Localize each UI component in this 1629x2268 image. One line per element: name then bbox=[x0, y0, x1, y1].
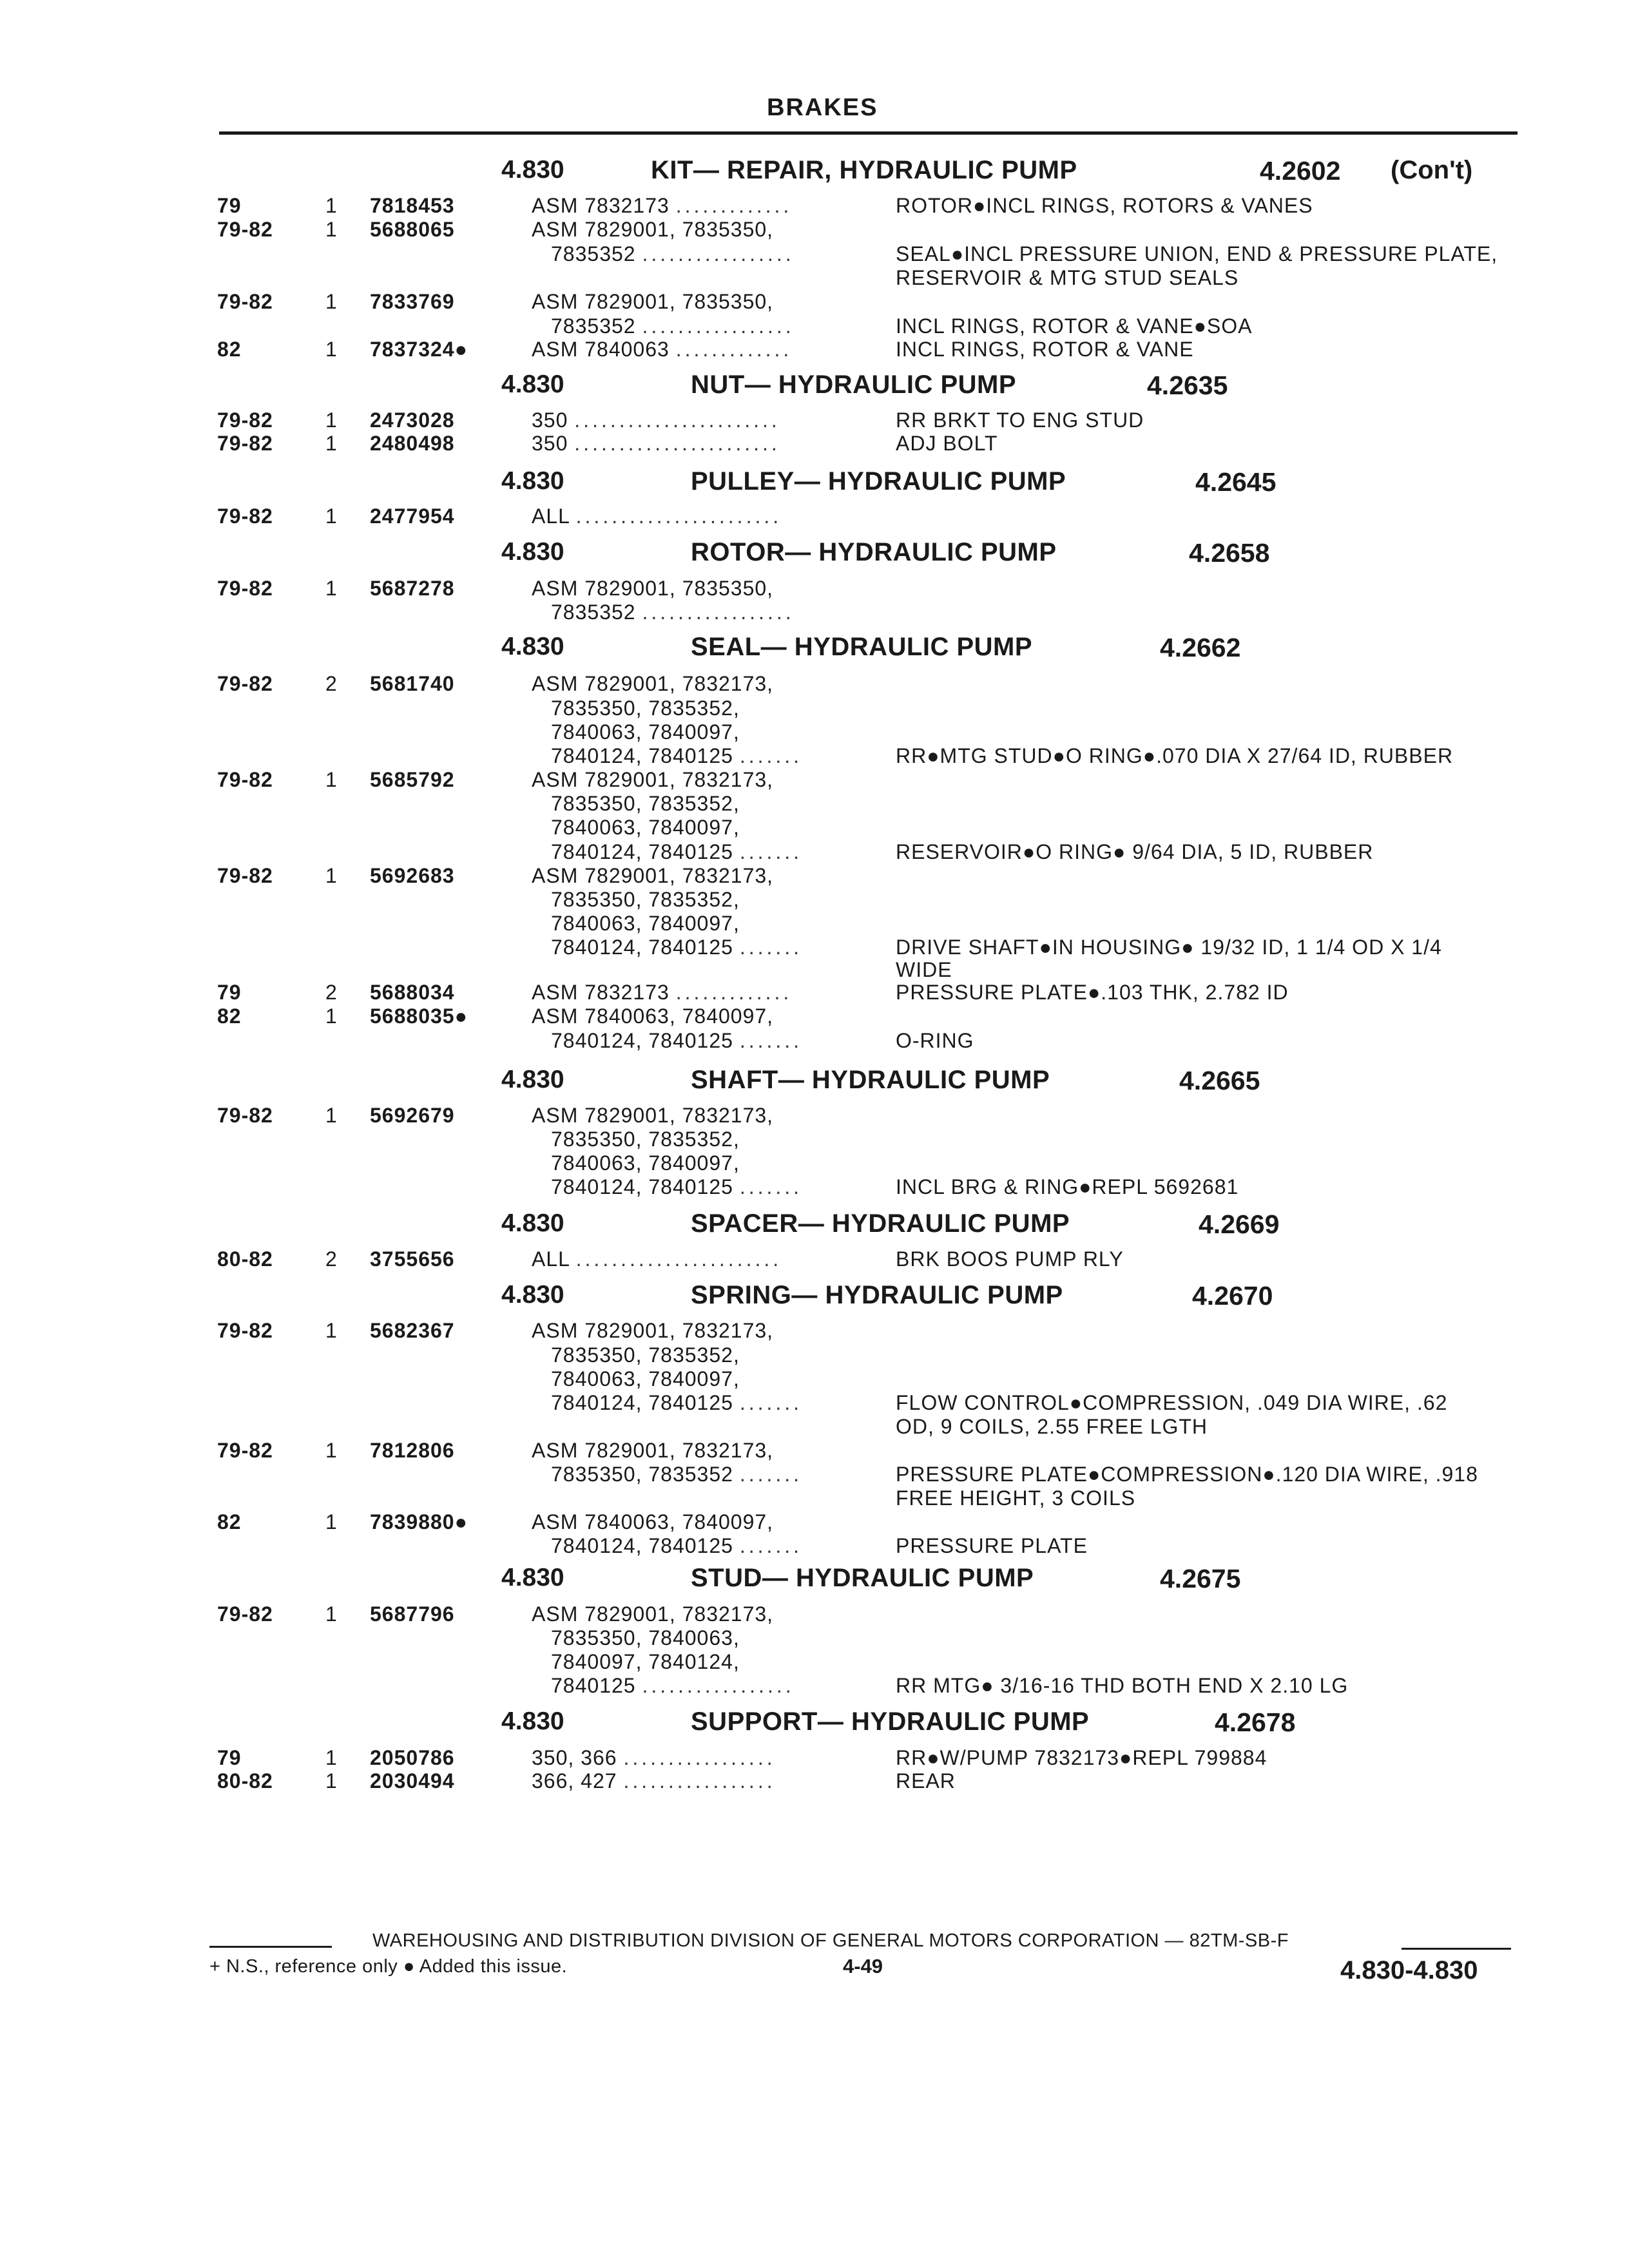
table-row bbox=[0, 1343, 1629, 1367]
table-row bbox=[0, 912, 1629, 935]
section-code: 4.830 bbox=[501, 370, 564, 398]
section-header bbox=[0, 1564, 1629, 1602]
section-ref: 4.2678 bbox=[1215, 1707, 1296, 1737]
table-row bbox=[0, 840, 1629, 863]
quantity: 1 bbox=[325, 768, 338, 791]
usage: ALL ....................... bbox=[532, 1247, 782, 1271]
part-number: 5685792 bbox=[370, 768, 455, 791]
quantity: 1 bbox=[325, 408, 338, 432]
table-row bbox=[0, 1247, 1629, 1271]
usage: 7840124, 7840125 ....... bbox=[551, 1029, 803, 1052]
section-code: 4.830 bbox=[501, 1564, 564, 1591]
quantity: 1 bbox=[325, 1104, 338, 1127]
quantity: 1 bbox=[325, 290, 338, 313]
usage: 7840124, 7840125 ....... bbox=[551, 1175, 803, 1198]
section-header bbox=[0, 1281, 1629, 1320]
table-row bbox=[0, 242, 1629, 265]
table-row bbox=[0, 1128, 1629, 1151]
table-row bbox=[0, 1674, 1629, 1697]
description: PRESSURE PLATE bbox=[896, 1534, 1088, 1557]
section-ref: 4.2635 bbox=[1147, 370, 1228, 400]
usage: ALL ....................... bbox=[532, 505, 782, 528]
usage: 7840097, 7840124, bbox=[551, 1650, 740, 1673]
table-row bbox=[0, 720, 1629, 744]
table-row bbox=[0, 505, 1629, 528]
description: ROTOR●INCL RINGS, ROTORS & VANES bbox=[896, 194, 1313, 217]
table-row bbox=[0, 1650, 1629, 1673]
usage: ASM 7829001, 7832173, bbox=[532, 1104, 774, 1127]
table-row bbox=[0, 981, 1629, 1004]
model-years: 79-82 bbox=[217, 577, 273, 600]
usage: ASM 7829001, 7832173, bbox=[532, 1439, 774, 1462]
quantity: 1 bbox=[325, 1319, 338, 1342]
usage: 7840124, 7840125 ....... bbox=[551, 744, 803, 767]
quantity: 1 bbox=[325, 577, 338, 600]
part-number: 3755656 bbox=[370, 1247, 455, 1271]
section-title: ROTOR— HYDRAULIC PUMP bbox=[691, 538, 1057, 566]
table-row bbox=[0, 1367, 1629, 1390]
table-row bbox=[0, 290, 1629, 313]
description: WIDE bbox=[896, 958, 952, 981]
table-row bbox=[0, 1319, 1629, 1342]
quantity: 1 bbox=[325, 218, 338, 241]
table-row bbox=[0, 338, 1629, 361]
usage: 7835352 ................. bbox=[551, 601, 795, 624]
description: PRESSURE PLATE●.103 THK, 2.782 ID bbox=[896, 981, 1289, 1004]
table-row bbox=[0, 1486, 1629, 1510]
section-header bbox=[0, 1209, 1629, 1248]
description: RESERVOIR●O RING● 9/64 DIA, 5 ID, RUBBER bbox=[896, 840, 1374, 863]
model-years: 79-82 bbox=[217, 218, 273, 241]
usage: 7835350, 7840063, bbox=[551, 1626, 740, 1649]
table-row bbox=[0, 408, 1629, 432]
part-number: 2050786 bbox=[370, 1746, 455, 1769]
table-row bbox=[0, 194, 1629, 217]
footer-rule-left bbox=[209, 1946, 332, 1948]
description: OD, 9 COILS, 2.55 FREE LGTH bbox=[896, 1415, 1208, 1438]
model-years: 79-82 bbox=[217, 672, 273, 695]
part-number: 5688035● bbox=[370, 1004, 468, 1028]
usage: ASM 7832173 ............. bbox=[532, 194, 793, 217]
section-header bbox=[0, 467, 1629, 506]
section-header bbox=[0, 1066, 1629, 1104]
description: REAR bbox=[896, 1769, 956, 1792]
table-row bbox=[0, 1175, 1629, 1198]
table-row bbox=[0, 888, 1629, 911]
table-row bbox=[0, 744, 1629, 767]
description: RR●MTG STUD●O RING●.070 DIA X 27/64 ID, RUBBER bbox=[896, 744, 1454, 767]
part-number: 7818453 bbox=[370, 194, 455, 217]
section-title: STUD— HYDRAULIC PUMP bbox=[691, 1564, 1034, 1592]
model-years: 79-82 bbox=[217, 1439, 273, 1462]
table-row bbox=[0, 1746, 1629, 1769]
model-years: 79-82 bbox=[217, 408, 273, 432]
usage: 7840124, 7840125 ....... bbox=[551, 936, 803, 959]
quantity: 1 bbox=[325, 1746, 338, 1769]
section-code: 4.830 bbox=[501, 1281, 564, 1309]
section-title: SEAL— HYDRAULIC PUMP bbox=[691, 633, 1033, 661]
quantity: 1 bbox=[325, 194, 338, 217]
section-ref: 4.2662 bbox=[1160, 633, 1241, 662]
table-row bbox=[0, 792, 1629, 815]
section-header bbox=[0, 1707, 1629, 1746]
footer-legend: + N.S., reference only ● Added this issue. bbox=[209, 1956, 568, 1977]
usage: 7835352 ................. bbox=[551, 314, 795, 338]
usage: ASM 7840063, 7840097, bbox=[532, 1004, 774, 1028]
description: O-RING bbox=[896, 1029, 974, 1052]
table-row bbox=[0, 577, 1629, 600]
part-number: 5688065 bbox=[370, 218, 455, 241]
section-title: SPRING— HYDRAULIC PUMP bbox=[691, 1281, 1063, 1309]
description: RR●W/PUMP 7832173●REPL 799884 bbox=[896, 1746, 1268, 1769]
table-row bbox=[0, 1415, 1629, 1438]
page-number: 4-49 bbox=[843, 1955, 883, 1977]
usage: 7835352 ................. bbox=[551, 242, 795, 265]
usage: 7835350, 7835352 ....... bbox=[551, 1463, 803, 1486]
section-code: 4.830 bbox=[501, 467, 564, 495]
usage: ASM 7829001, 7832173, bbox=[532, 672, 774, 695]
description: RR BRKT TO ENG STUD bbox=[896, 408, 1144, 432]
usage: ASM 7840063 ............. bbox=[532, 338, 793, 361]
table-row bbox=[0, 1391, 1629, 1414]
section-ref: 4.2665 bbox=[1179, 1066, 1260, 1095]
usage: ASM 7829001, 7835350, bbox=[532, 577, 774, 600]
part-number: 7812806 bbox=[370, 1439, 455, 1462]
section-ref: 4.2670 bbox=[1192, 1281, 1273, 1311]
model-years: 79 bbox=[217, 194, 242, 217]
quantity: 1 bbox=[325, 338, 338, 361]
section-header bbox=[0, 370, 1629, 409]
quantity: 1 bbox=[325, 1004, 338, 1028]
quantity: 1 bbox=[325, 1602, 338, 1626]
model-years: 79-82 bbox=[217, 768, 273, 791]
header-rule bbox=[219, 131, 1518, 135]
model-years: 79-82 bbox=[217, 1319, 273, 1342]
usage: 7840063, 7840097, bbox=[551, 1151, 740, 1175]
section-ref: 4.2675 bbox=[1160, 1564, 1241, 1593]
quantity: 1 bbox=[325, 1439, 338, 1462]
quantity: 1 bbox=[325, 1769, 338, 1792]
table-row bbox=[0, 1104, 1629, 1127]
section-continued: (Con't) bbox=[1391, 156, 1473, 184]
section-title: PULLEY— HYDRAULIC PUMP bbox=[691, 467, 1066, 495]
part-number: 5687278 bbox=[370, 577, 455, 600]
table-row bbox=[0, 1151, 1629, 1175]
part-number: 5681740 bbox=[370, 672, 455, 695]
section-code: 4.830 bbox=[501, 1707, 564, 1735]
table-row bbox=[0, 1029, 1629, 1052]
part-number: 7839880● bbox=[370, 1510, 468, 1533]
usage: 366, 427 ................. bbox=[532, 1769, 776, 1792]
model-years: 79-82 bbox=[217, 864, 273, 887]
usage: 350 ....................... bbox=[532, 408, 780, 432]
usage: ASM 7829001, 7832173, bbox=[532, 864, 774, 887]
section-title: SHAFT— HYDRAULIC PUMP bbox=[691, 1066, 1050, 1094]
model-years: 79-82 bbox=[217, 505, 273, 528]
usage: ASM 7829001, 7832173, bbox=[532, 1602, 774, 1626]
table-row bbox=[0, 864, 1629, 887]
table-row bbox=[0, 432, 1629, 455]
quantity: 1 bbox=[325, 864, 338, 887]
description: ADJ BOLT bbox=[896, 432, 998, 455]
part-number: 2480498 bbox=[370, 432, 455, 455]
model-years: 79-82 bbox=[217, 1602, 273, 1626]
model-years: 82 bbox=[217, 1510, 242, 1533]
quantity: 2 bbox=[325, 981, 338, 1004]
table-row bbox=[0, 1004, 1629, 1028]
part-number: 7837324● bbox=[370, 338, 468, 361]
quantity: 1 bbox=[325, 505, 338, 528]
usage: 7835350, 7835352, bbox=[551, 792, 740, 815]
quantity: 2 bbox=[325, 672, 338, 695]
model-years: 82 bbox=[217, 338, 242, 361]
model-years: 80-82 bbox=[217, 1769, 273, 1792]
usage: ASM 7829001, 7832173, bbox=[532, 1319, 774, 1342]
usage: 7835350, 7835352, bbox=[551, 1343, 740, 1367]
footer-rule-right bbox=[1402, 1948, 1511, 1950]
section-title: NUT— HYDRAULIC PUMP bbox=[691, 370, 1017, 399]
table-row bbox=[0, 1463, 1629, 1486]
description: PRESSURE PLATE●COMPRESSION●.120 DIA WIRE, .918 bbox=[896, 1463, 1478, 1486]
description: INCL RINGS, ROTOR & VANE bbox=[896, 338, 1194, 361]
description: INCL RINGS, ROTOR & VANE●SOA bbox=[896, 314, 1253, 338]
usage: ASM 7840063, 7840097, bbox=[532, 1510, 774, 1533]
part-number: 5692679 bbox=[370, 1104, 455, 1127]
description: FLOW CONTROL●COMPRESSION, .049 DIA WIRE, .62 bbox=[896, 1391, 1448, 1414]
part-number: 2473028 bbox=[370, 408, 455, 432]
usage: 7840124, 7840125 ....... bbox=[551, 840, 803, 863]
section-ref: 4.2658 bbox=[1189, 538, 1270, 568]
usage: 350 ....................... bbox=[532, 432, 780, 455]
usage: 7840063, 7840097, bbox=[551, 912, 740, 935]
part-number: 2030494 bbox=[370, 1769, 455, 1792]
part-number: 5692683 bbox=[370, 864, 455, 887]
table-row bbox=[0, 218, 1629, 241]
section-ref: 4.2669 bbox=[1199, 1209, 1280, 1239]
description: BRK BOOS PUMP RLY bbox=[896, 1247, 1124, 1271]
usage: 7835350, 7835352, bbox=[551, 697, 740, 720]
model-years: 80-82 bbox=[217, 1247, 273, 1271]
table-row bbox=[0, 697, 1629, 720]
usage: 7840063, 7840097, bbox=[551, 816, 740, 839]
model-years: 79-82 bbox=[217, 1104, 273, 1127]
part-number: 5688034 bbox=[370, 981, 455, 1004]
table-row bbox=[0, 958, 1629, 981]
usage: 7840125 ................. bbox=[551, 1674, 795, 1697]
section-header bbox=[0, 633, 1629, 671]
table-row bbox=[0, 1769, 1629, 1792]
usage: 7840124, 7840125 ....... bbox=[551, 1391, 803, 1414]
usage: ASM 7832173 ............. bbox=[532, 981, 793, 1004]
description: SEAL●INCL PRESSURE UNION, END & PRESSURE PLATE, bbox=[896, 242, 1498, 265]
usage: 7840124, 7840125 ....... bbox=[551, 1534, 803, 1557]
model-years: 82 bbox=[217, 1004, 242, 1028]
section-code: 4.830 bbox=[501, 538, 564, 566]
section-title: SPACER— HYDRAULIC PUMP bbox=[691, 1209, 1070, 1238]
usage: 7840063, 7840097, bbox=[551, 1367, 740, 1390]
usage: ASM 7829001, 7832173, bbox=[532, 768, 774, 791]
usage: 7840063, 7840097, bbox=[551, 720, 740, 744]
section-ref: 4.2645 bbox=[1195, 467, 1277, 497]
part-number: 5682367 bbox=[370, 1319, 455, 1342]
quantity: 1 bbox=[325, 1510, 338, 1533]
section-title: KIT— REPAIR, HYDRAULIC PUMP bbox=[651, 156, 1077, 184]
table-row bbox=[0, 601, 1629, 624]
quantity: 1 bbox=[325, 432, 338, 455]
usage: ASM 7829001, 7835350, bbox=[532, 218, 774, 241]
quantity: 2 bbox=[325, 1247, 338, 1271]
part-number: 5687796 bbox=[370, 1602, 455, 1626]
model-years: 79-82 bbox=[217, 290, 273, 313]
section-code: 4.830 bbox=[501, 1066, 564, 1093]
section-header bbox=[0, 156, 1629, 195]
table-row bbox=[0, 1626, 1629, 1649]
table-row bbox=[0, 266, 1629, 289]
section-code: 4.830 bbox=[501, 1209, 564, 1237]
usage: 7835350, 7835352, bbox=[551, 1128, 740, 1151]
usage: 7835350, 7835352, bbox=[551, 888, 740, 911]
section-code: 4.830 bbox=[501, 156, 564, 184]
description: RR MTG● 3/16-16 THD BOTH END X 2.10 LG bbox=[896, 1674, 1349, 1697]
footer-division: WAREHOUSING AND DISTRIBUTION DIVISION OF GENERAL MOTORS CORPORATION — 82TM-SB-F bbox=[372, 1930, 1289, 1951]
section-range: 4.830-4.830 bbox=[1340, 1956, 1478, 1984]
section-title: SUPPORT— HYDRAULIC PUMP bbox=[691, 1707, 1090, 1736]
usage: 350, 366 ................. bbox=[532, 1746, 776, 1769]
description: INCL BRG & RING●REPL 5692681 bbox=[896, 1175, 1239, 1198]
table-row bbox=[0, 816, 1629, 839]
model-years: 79 bbox=[217, 981, 242, 1004]
usage: ASM 7829001, 7835350, bbox=[532, 290, 774, 313]
table-row bbox=[0, 1439, 1629, 1462]
description: RESERVOIR & MTG STUD SEALS bbox=[896, 266, 1239, 289]
table-row bbox=[0, 1534, 1629, 1557]
model-years: 79 bbox=[217, 1746, 242, 1769]
table-row bbox=[0, 768, 1629, 791]
part-number: 2477954 bbox=[370, 505, 455, 528]
table-row bbox=[0, 672, 1629, 695]
description: FREE HEIGHT, 3 COILS bbox=[896, 1486, 1136, 1510]
table-row bbox=[0, 936, 1629, 959]
table-row bbox=[0, 1602, 1629, 1626]
part-number: 7833769 bbox=[370, 290, 455, 313]
model-years: 79-82 bbox=[217, 432, 273, 455]
table-row bbox=[0, 1510, 1629, 1533]
section-header bbox=[0, 538, 1629, 577]
section-ref: 4.2602 bbox=[1260, 156, 1341, 186]
section-code: 4.830 bbox=[501, 633, 564, 660]
table-row bbox=[0, 314, 1629, 338]
description: DRIVE SHAFT●IN HOUSING● 19/32 ID, 1 1/4 OD X 1/4 bbox=[896, 936, 1442, 959]
